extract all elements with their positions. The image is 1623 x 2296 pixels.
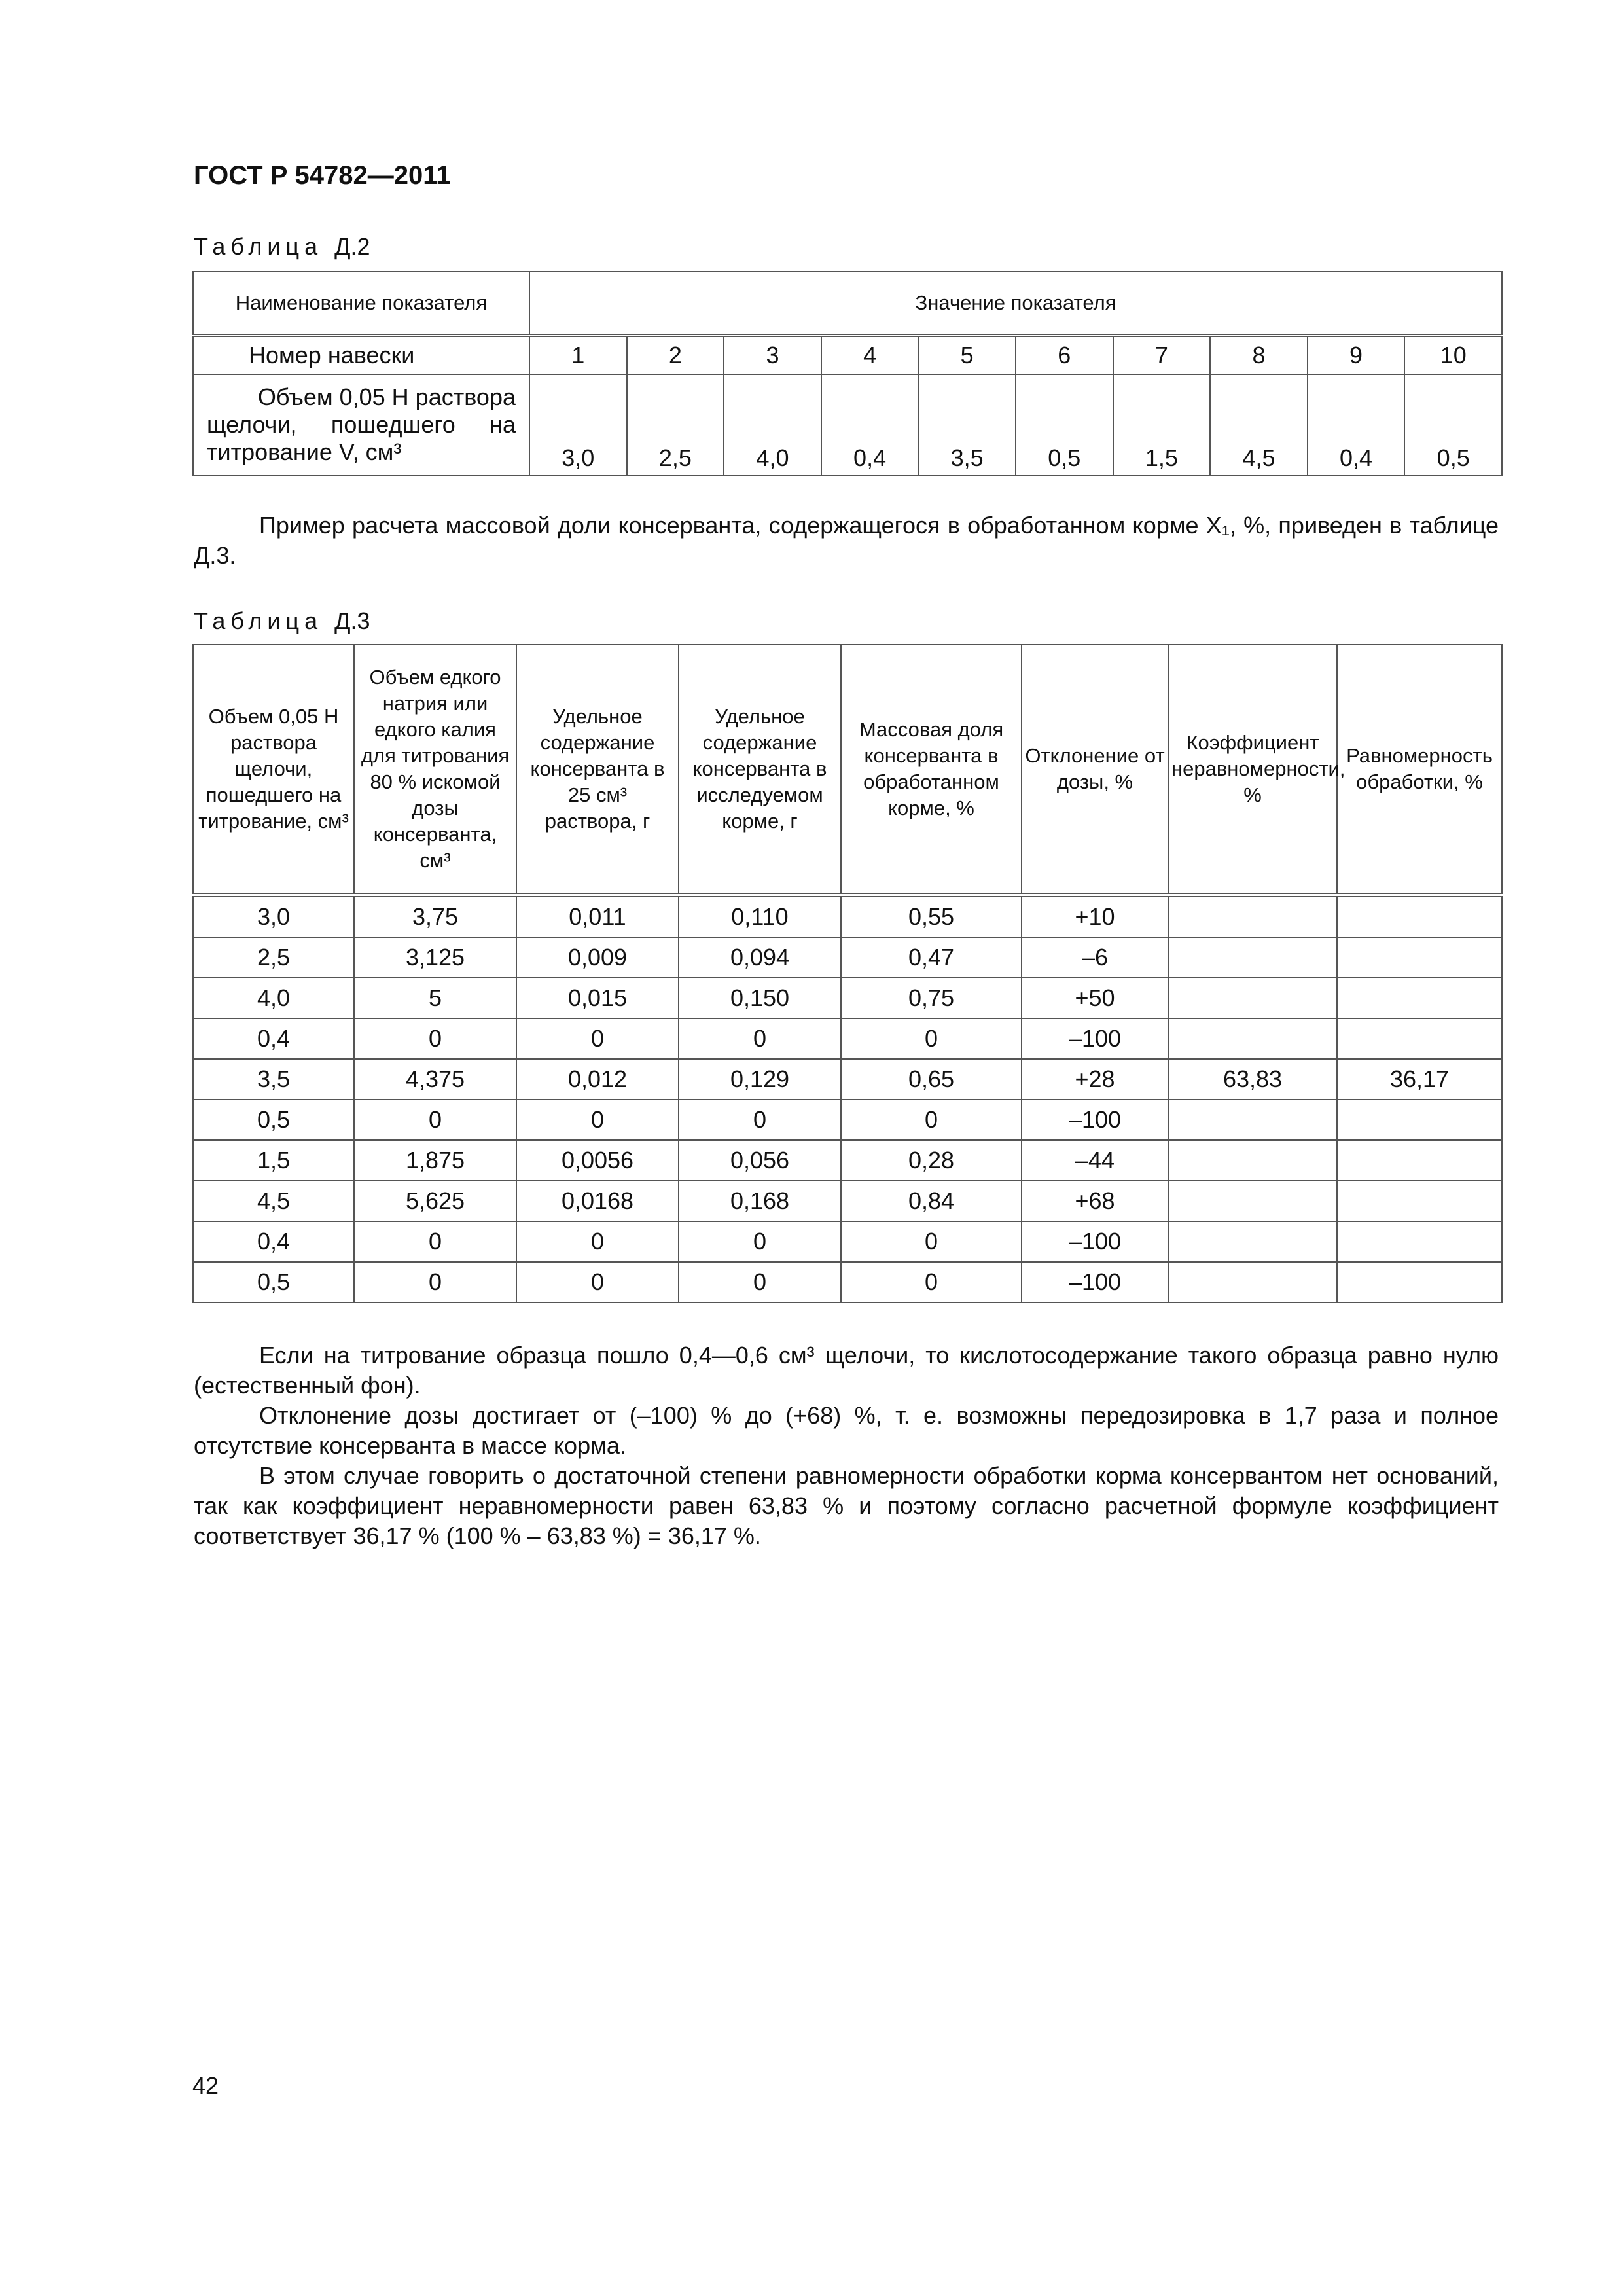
- table-cell: [1337, 895, 1502, 938]
- table-row: [193, 1181, 1502, 1221]
- table-cell: 2,5: [193, 937, 354, 978]
- table-cell: [1337, 1262, 1502, 1302]
- table-cell: [1337, 1100, 1502, 1140]
- table-cell: 3,75: [354, 895, 516, 938]
- table-d2-volume: 0,5: [1404, 374, 1502, 475]
- table-cell: [1168, 1221, 1337, 1262]
- table-cell: 0: [354, 1262, 516, 1302]
- table-row: [193, 1140, 1502, 1181]
- table-d3-header-cell: Коэффициент неравномерности, %: [1168, 645, 1337, 895]
- table-cell: 0,011: [516, 895, 679, 938]
- table-cell: [1168, 937, 1337, 978]
- table-cell: 3,5: [193, 1059, 354, 1100]
- table-d2-sample-number: 3: [724, 336, 821, 375]
- table-cell: –100: [1022, 1262, 1168, 1302]
- table-cell: –100: [1022, 1100, 1168, 1140]
- table-cell: +50: [1022, 978, 1168, 1018]
- table-cell: 0,150: [679, 978, 841, 1018]
- table-cell: 0,015: [516, 978, 679, 1018]
- table-cell: [1168, 1100, 1337, 1140]
- conclusion-paragraphs: [194, 1340, 1499, 1551]
- table-cell: 0: [841, 1018, 1022, 1059]
- table-cell: 0: [679, 1262, 841, 1302]
- table-cell: 0: [354, 1100, 516, 1140]
- table-cell: +10: [1022, 895, 1168, 938]
- table-cell: 36,17: [1337, 1059, 1502, 1100]
- table-cell: [1168, 1140, 1337, 1181]
- table-d2-head-name: Наименование показателя: [193, 272, 529, 336]
- table-cell: 0,009: [516, 937, 679, 978]
- table-cell: [1337, 1181, 1502, 1221]
- table-d3-header-cell: Объем едкого натрия или едкого калия для титрования 80 % искомой дозы консерванта, см³: [354, 645, 516, 895]
- table-d3-header-cell: Равномерность обработки, %: [1337, 645, 1502, 895]
- table-d3-header-cell: Удельное содержание консерванта в исследуемом корме, г: [679, 645, 841, 895]
- table-d2-sample-number: 9: [1308, 336, 1405, 375]
- table-d3-header-cell: Массовая доля консерванта в обработанном корме, %: [841, 645, 1022, 895]
- table-d2-volume: 4,5: [1210, 374, 1308, 475]
- table-d2-sample-number: 2: [627, 336, 724, 375]
- table-cell: 0: [516, 1018, 679, 1059]
- table-cell: 0,75: [841, 978, 1022, 1018]
- table-cell: 0,5: [193, 1100, 354, 1140]
- table-d2-row-label: Объем 0,05 Н раствора щелочи, пошедшего на титрование V, см³: [193, 374, 529, 475]
- table-cell: 0,0168: [516, 1181, 679, 1221]
- table-cell: –44: [1022, 1140, 1168, 1181]
- paragraph: В этом случае говорить о достаточной степени равномерности обработки корма консервантом нет оснований, так как коэффициент неравномерности равен 63,83 % и поэтому согласно расчетной формуле коэффициент соответствует 36,17 % (100 % – 63,83 %) = 36,17 %.: [194, 1462, 1499, 1549]
- table-cell: 0,28: [841, 1140, 1022, 1181]
- table-d2-sample-number: 4: [821, 336, 919, 375]
- table-cell: –100: [1022, 1221, 1168, 1262]
- table-cell: 0,0056: [516, 1140, 679, 1181]
- table-row: [193, 895, 1502, 938]
- table-cell: [1168, 1262, 1337, 1302]
- table-cell: 0: [516, 1262, 679, 1302]
- table-cell: 0: [679, 1100, 841, 1140]
- caption-number: Д.3: [334, 607, 370, 634]
- table-cell: 0,47: [841, 937, 1022, 978]
- table-d2-head-value: Значение показателя: [529, 272, 1502, 336]
- table-cell: 0: [516, 1221, 679, 1262]
- table-cell: 0,4: [193, 1018, 354, 1059]
- table-d2-volume: 2,5: [627, 374, 724, 475]
- table-cell: 3,0: [193, 895, 354, 938]
- table-cell: +68: [1022, 1181, 1168, 1221]
- table-d2-row-label: Номер навески: [193, 336, 529, 375]
- table-d2: [192, 271, 1503, 476]
- table-cell: 0: [841, 1221, 1022, 1262]
- table-cell: 0,129: [679, 1059, 841, 1100]
- table-cell: 63,83: [1168, 1059, 1337, 1100]
- table-cell: [1168, 978, 1337, 1018]
- paragraph: Отклонение дозы достигает от (–100) % до (+68) %, т. е. возможны передозировка в 1,7 раза и полное отсутствие консерванта в массе корма.: [194, 1402, 1499, 1459]
- table-cell: [1168, 1018, 1337, 1059]
- table-d2-sample-number: 5: [918, 336, 1016, 375]
- table-cell: 0,056: [679, 1140, 841, 1181]
- table-row: [193, 978, 1502, 1018]
- table-d2-volume: 4,0: [724, 374, 821, 475]
- table-cell: [1168, 895, 1337, 938]
- table-cell: 1,875: [354, 1140, 516, 1181]
- table-d2-volume: 3,5: [918, 374, 1016, 475]
- table-cell: 4,375: [354, 1059, 516, 1100]
- table-cell: [1337, 937, 1502, 978]
- table-d3-header-cell: Удельное содержание консерванта в 25 см³ раствора, г: [516, 645, 679, 895]
- table-cell: 0,012: [516, 1059, 679, 1100]
- table-d2-volume: 1,5: [1113, 374, 1211, 475]
- table-row: [193, 1221, 1502, 1262]
- table-row: [193, 937, 1502, 978]
- table-cell: 0,55: [841, 895, 1022, 938]
- page-number: 42: [192, 2072, 219, 2099]
- table-cell: 0: [679, 1221, 841, 1262]
- table-d2-volume: 0,4: [1308, 374, 1405, 475]
- table-cell: [1337, 1140, 1502, 1181]
- table-d2-volume: 0,5: [1016, 374, 1113, 475]
- table-row: [193, 1262, 1502, 1302]
- caption-word: Таблица: [194, 233, 323, 260]
- table-cell: 5,625: [354, 1181, 516, 1221]
- table-cell: 0: [516, 1100, 679, 1140]
- table-d2-sample-number: 8: [1210, 336, 1308, 375]
- caption-number: Д.2: [334, 233, 370, 260]
- table-d3-header-cell: Отклонение от дозы, %: [1022, 645, 1168, 895]
- table-row: [193, 1059, 1502, 1100]
- table-cell: –100: [1022, 1018, 1168, 1059]
- table-d2-volume: 0,4: [821, 374, 919, 475]
- table-cell: 3,125: [354, 937, 516, 978]
- table-cell: 0: [841, 1262, 1022, 1302]
- paragraph: Если на титрование образца пошло 0,4—0,6 см³ щелочи, то кислотосодержание такого образца равно нулю (естественный фон).: [194, 1342, 1499, 1399]
- table-cell: 0: [679, 1018, 841, 1059]
- table-d2-sample-number: 7: [1113, 336, 1211, 375]
- table-d3-header-cell: Объем 0,05 Н раствора щелочи, пошедшего на титрование, см³: [193, 645, 354, 895]
- table-cell: 0: [354, 1221, 516, 1262]
- table-cell: 0,84: [841, 1181, 1022, 1221]
- table-cell: 0,094: [679, 937, 841, 978]
- paragraph-example: Пример расчета массовой доли консерванта, содержащегося в обработанном корме X₁, %, приведен в таблице Д.3.: [194, 512, 1499, 569]
- table-cell: 0: [841, 1100, 1022, 1140]
- table-d2-sample-number: 6: [1016, 336, 1113, 375]
- table-cell: 0,168: [679, 1181, 841, 1221]
- table-d2-sample-number: 1: [529, 336, 627, 375]
- table-cell: +28: [1022, 1059, 1168, 1100]
- table-d3: [192, 644, 1503, 1303]
- table-row: [193, 1100, 1502, 1140]
- table-cell: 4,0: [193, 978, 354, 1018]
- table-d2-caption: [194, 233, 370, 260]
- table-cell: 0: [354, 1018, 516, 1059]
- table-cell: [1337, 978, 1502, 1018]
- table-cell: 4,5: [193, 1181, 354, 1221]
- table-cell: [1168, 1181, 1337, 1221]
- table-cell: –6: [1022, 937, 1168, 978]
- table-row: [193, 1018, 1502, 1059]
- table-cell: [1337, 1018, 1502, 1059]
- table-cell: [1337, 1221, 1502, 1262]
- caption-word: Таблица: [194, 607, 323, 634]
- table-cell: 0,110: [679, 895, 841, 938]
- table-cell: 0,5: [193, 1262, 354, 1302]
- table-cell: 5: [354, 978, 516, 1018]
- table-d2-volume: 3,0: [529, 374, 627, 475]
- table-cell: 0,4: [193, 1221, 354, 1262]
- table-cell: 0,65: [841, 1059, 1022, 1100]
- document-title: ГОСТ Р 54782—2011: [194, 161, 451, 190]
- table-d2-sample-number: 10: [1404, 336, 1502, 375]
- table-cell: 1,5: [193, 1140, 354, 1181]
- table-d3-caption: [194, 607, 370, 635]
